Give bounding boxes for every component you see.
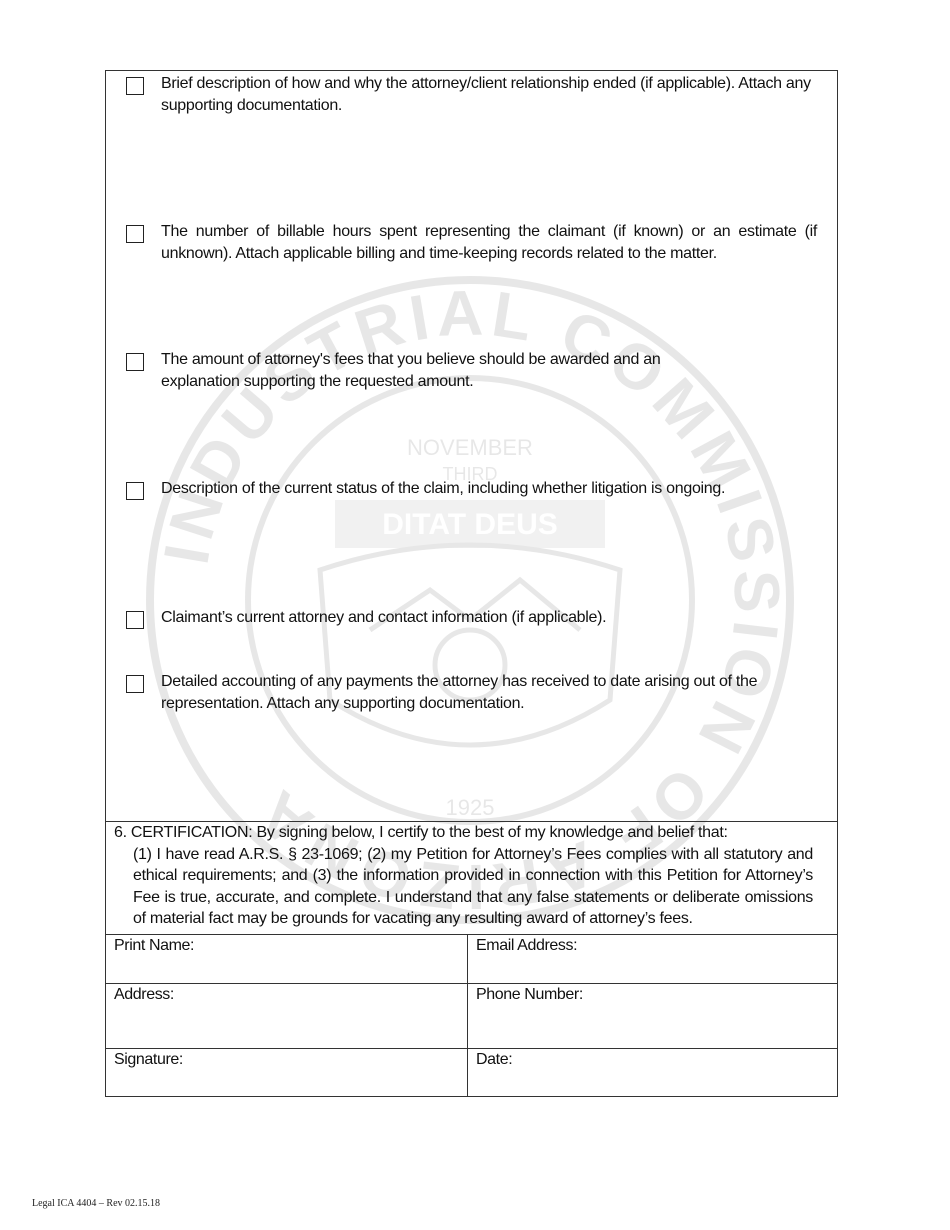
checkbox-payment-accounting[interactable] [126, 675, 144, 693]
checklist-label: The number of billable hours spent representing the claimant (if known) or an estimate (if unknown). Attach applicable billing and time-keeping records related to the matter. [161, 223, 817, 262]
certification-number: 6. [114, 824, 127, 841]
seal-year: 1925 [445, 795, 495, 820]
checkbox-fee-amount[interactable] [126, 353, 144, 371]
signature-field[interactable] [106, 1049, 468, 1096]
seal-date-second: THIRD [442, 464, 498, 484]
checklist-label: Brief description of how and why the attorney/client relationship ended (if applicable). Attach any supporting documentation. [161, 75, 811, 114]
email-address-field[interactable] [468, 935, 837, 984]
certification-lead: By signing below, I certify to the best of my knowledge and belief that: [256, 824, 728, 841]
checkbox-billable-hours[interactable] [126, 225, 144, 243]
checklist-item-current-attorney [126, 607, 817, 629]
checkbox-relationship-ended[interactable] [126, 77, 144, 95]
address-field[interactable] [106, 984, 468, 1049]
certification-lead-line [114, 822, 813, 844]
date-field[interactable] [468, 1049, 837, 1096]
form-revision-footer: Legal ICA 4404 – Rev 02.15.18 [32, 1198, 161, 1209]
phone-number-field[interactable] [468, 984, 837, 1049]
checklist-label: Detailed accounting of any payments the attorney has received to date arising out of the representation. Attach any supporting documentation. [161, 673, 758, 712]
address-label: Address: [114, 985, 174, 1003]
checklist-item-payment-accounting [126, 671, 817, 715]
document-checklist [106, 71, 837, 822]
checklist-item-fee-amount [126, 349, 817, 393]
checklist-label: The amount of attorney's fees that you believe should be awarded and an explanation supporting the requested amount. [161, 351, 661, 390]
petition-form-table [105, 70, 838, 1097]
checkbox-claim-status[interactable] [126, 482, 144, 500]
checkbox-current-attorney[interactable] [126, 611, 144, 629]
date-label: Date: [476, 1050, 513, 1068]
print-name-label: Print Name: [114, 936, 195, 954]
print-name-field[interactable] [106, 935, 468, 984]
phone-number-label: Phone Number: [476, 985, 583, 1003]
checklist-label: Claimant’s current attorney and contact information (if applicable). [161, 609, 607, 626]
seal-motto: DITAT DEUS [382, 508, 558, 541]
signer-fields [106, 935, 837, 1096]
checklist-item-billable-hours [126, 221, 817, 265]
checklist-item-claim-status [126, 478, 817, 500]
seal-ring-text: INDUSTRIAL COMMISSION OF ARIZONA [149, 276, 794, 924]
signature-label: Signature: [114, 1050, 183, 1068]
seal-date-top: NOVEMBER [407, 435, 533, 460]
certification-body: (1) I have read A.R.S. § 23-1069; (2) my Petition for Attorney’s Fees complies with all statutory and ethical requirements; and (3) the information provided in connection with this Petition for Attorney’s Fee is true, accurate, and complete. I understand that any false statements or deliberate omissions of material fact may be grounds for vacating any resulting award of attorney’s fees. [133, 845, 813, 927]
certification-heading: CERTIFICATION: [130, 824, 253, 841]
certification-section [106, 822, 837, 935]
checklist-item-relationship-ended [126, 73, 817, 117]
checklist-label: Description of the current status of the claim, including whether litigation is ongoing. [161, 480, 726, 497]
email-address-label: Email Address: [476, 936, 578, 954]
